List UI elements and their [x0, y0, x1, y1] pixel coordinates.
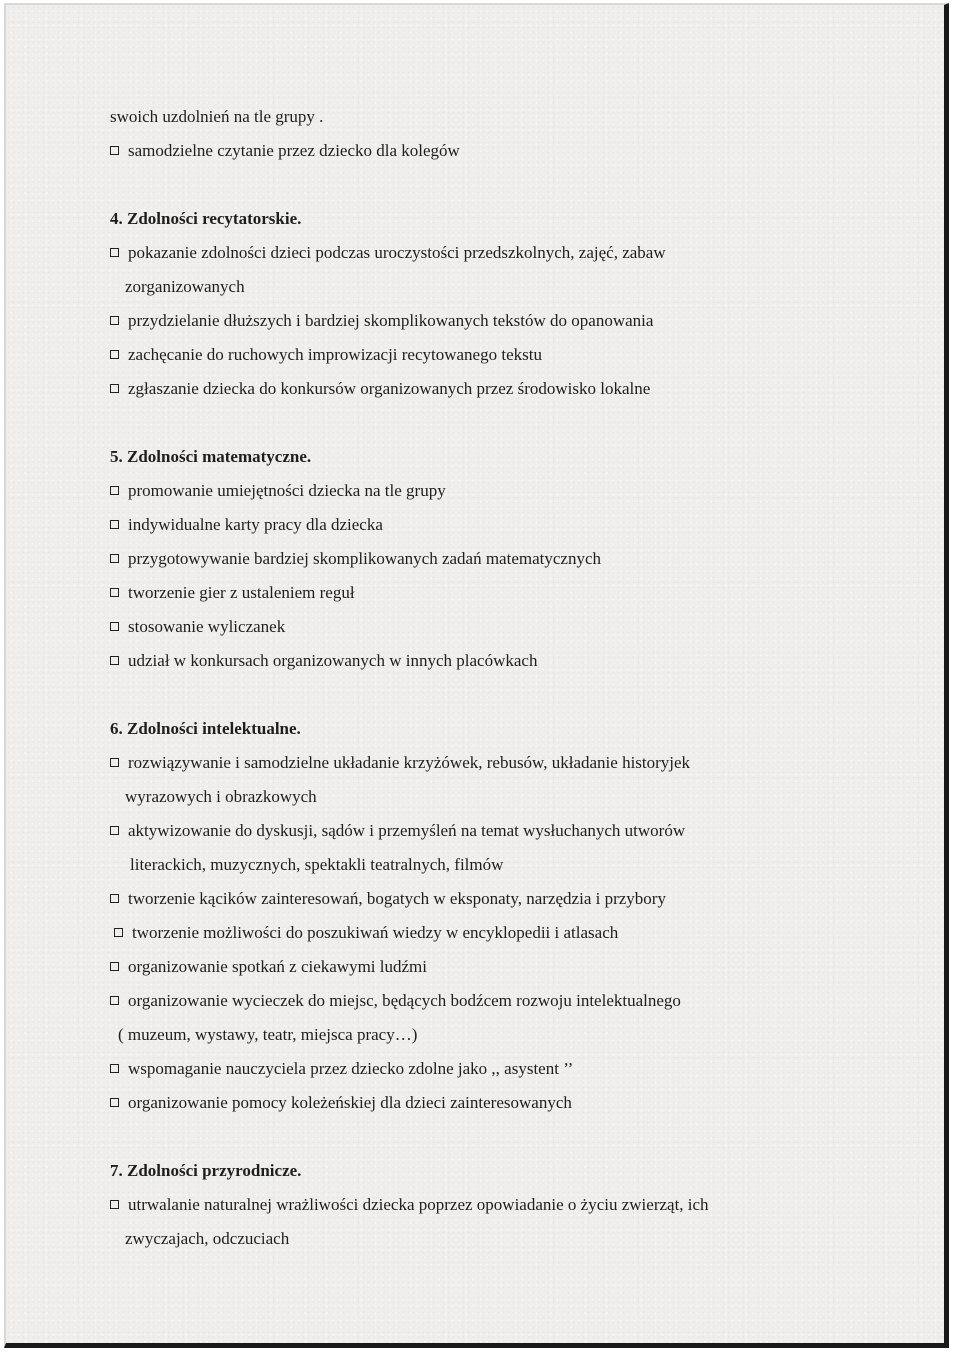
list-item-text: przydzielanie dłuższych i bardziej skomplikowanych tekstów do opanowania [128, 311, 654, 330]
checkbox-bullet-icon [110, 826, 119, 835]
spacer [110, 678, 910, 712]
list-item-text: tworzenie możliwości do poszukiwań wiedzy w encyklopedii i atlasach [132, 923, 619, 942]
checkbox-bullet-icon [110, 962, 119, 971]
section-heading: 6. Zdolności intelektualne. [110, 719, 301, 738]
checkbox-bullet-icon [110, 486, 119, 495]
list-item-text: rozwiązywanie i samodzielne układanie krzyżówek, rebusów, układanie historyjek [128, 753, 691, 772]
list-item-text: promowanie umiejętności dziecka na tle grupy [128, 481, 446, 500]
list-item [110, 814, 910, 848]
list-item-text: organizowanie pomocy koleżeńskiej dla dzieci zainteresowanych [128, 1093, 572, 1112]
checkbox-bullet-icon [110, 758, 119, 767]
list-item-text: zachęcanie do ruchowych improwizacji recytowanego tekstu [128, 345, 542, 364]
list-item-text: udział w konkursach organizowanych w innych placówkach [128, 651, 538, 670]
spacer [110, 1120, 910, 1154]
list-item-text: tworzenie kącików zainteresowań, bogatych w eksponaty, narzędzia i przybory [128, 889, 666, 908]
checkbox-bullet-icon [110, 350, 119, 359]
list-item-text: przygotowywanie bardziej skomplikowanych zadań matematycznych [128, 549, 601, 568]
checkbox-bullet-icon [110, 894, 119, 903]
checkbox-bullet-icon [110, 520, 119, 529]
checkbox-bullet-icon [110, 1200, 119, 1209]
list-item-continuation: zorganizowanych [125, 277, 245, 296]
list-item-text: utrwalanie naturalnej wrażliwości dziecka poprzez opowiadanie o życiu zwierząt, ich [128, 1195, 709, 1214]
list-item-text: pokazanie zdolności dzieci podczas uroczystości przedszkolnych, zajęć, zabaw [128, 243, 666, 262]
checkbox-bullet-icon [110, 384, 119, 393]
section-heading: 7. Zdolności przyrodnicze. [110, 1161, 302, 1180]
list-item-text: wspomaganie nauczyciela przez dziecko zdolne jako ,, asystent ’’ [128, 1059, 574, 1078]
list-item [110, 474, 910, 508]
list-item-text: organizowanie spotkań z ciekawymi ludźmi [128, 957, 427, 976]
list-item-text: organizowanie wycieczek do miejsc, będących bodźcem rozwoju intelektualnego [128, 991, 681, 1010]
document-content [110, 100, 910, 1256]
list-item [110, 508, 910, 542]
checkbox-bullet-icon [110, 316, 119, 325]
list-item [110, 576, 910, 610]
spacer [110, 168, 910, 202]
list-item-continuation: ( muzeum, wystawy, teatr, miejsca pracy…) [118, 1025, 418, 1044]
checkbox-bullet-icon [110, 588, 119, 597]
list-item [110, 542, 910, 576]
list-item [110, 1052, 910, 1086]
list-item-text: stosowanie wyliczanek [128, 617, 286, 636]
checkbox-bullet-icon [110, 1064, 119, 1073]
list-item [110, 644, 910, 678]
list-item [110, 338, 910, 372]
list-item-continuation: zwyczajach, odczuciach [125, 1229, 290, 1248]
list-item [110, 950, 910, 984]
checkbox-bullet-icon [110, 656, 119, 665]
list-item [110, 1188, 910, 1222]
list-item-continuation: literackich, muzycznych, spektakli teatralnych, filmów [130, 855, 504, 874]
checkbox-bullet-icon [110, 1098, 119, 1107]
list-item [110, 746, 910, 780]
list-item [110, 916, 910, 950]
section-heading: 5. Zdolności matematyczne. [110, 447, 312, 466]
document-page [4, 3, 949, 1348]
list-item [110, 134, 910, 168]
section-heading: 4. Zdolności recytatorskie. [110, 209, 302, 228]
checkbox-bullet-icon [110, 146, 119, 155]
list-item [110, 984, 910, 1018]
list-item-text: tworzenie gier z ustaleniem reguł [128, 583, 355, 602]
spacer [110, 406, 910, 440]
list-item-text: zgłaszanie dziecka do konkursów organizowanych przez środowisko lokalne [128, 379, 651, 398]
checkbox-bullet-icon [114, 928, 123, 937]
list-item-text: indywidualne karty pracy dla dziecka [128, 515, 383, 534]
list-item [110, 1086, 910, 1120]
checkbox-bullet-icon [110, 554, 119, 563]
checkbox-bullet-icon [110, 248, 119, 257]
list-item [110, 882, 910, 916]
list-item [110, 372, 910, 406]
checkbox-bullet-icon [110, 996, 119, 1005]
list-item-text: aktywizowanie do dyskusji, sądów i przemyśleń na temat wysłuchanych utworów [128, 821, 686, 840]
list-item-text: samodzielne czytanie przez dziecko dla kolegów [128, 141, 460, 160]
list-item [110, 304, 910, 338]
list-item [110, 236, 910, 270]
checkbox-bullet-icon [110, 622, 119, 631]
list-item [110, 610, 910, 644]
text-line: swoich uzdolnień na tle grupy . [110, 107, 324, 126]
list-item-continuation: wyrazowych i obrazkowych [125, 787, 317, 806]
